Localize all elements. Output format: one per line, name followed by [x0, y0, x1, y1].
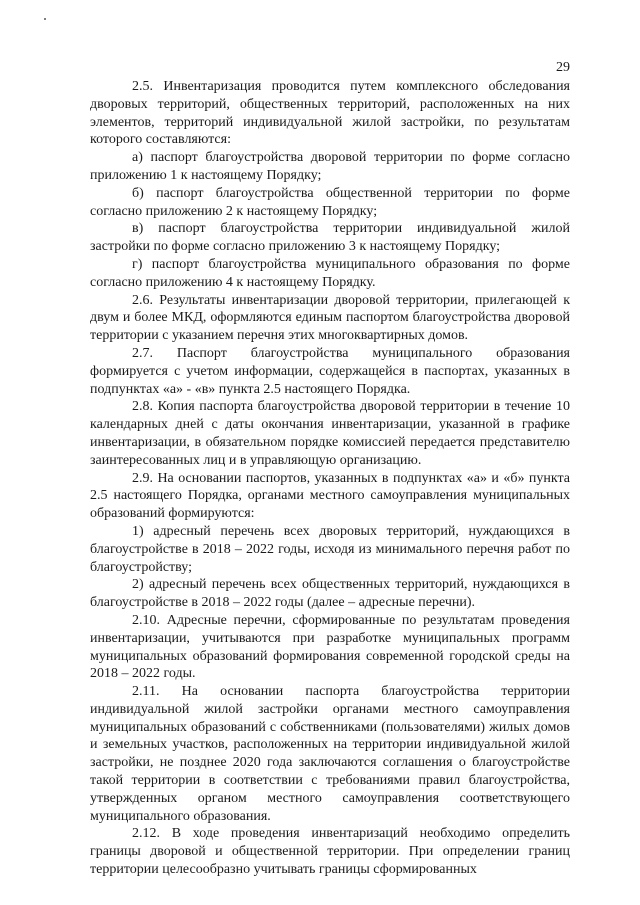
- paragraph-2-9: 2.9. На основании паспортов, указанных в подпунктах «а» и «б» пункта 2.5 настоящего Порядка, органами местного самоуправления муниципальных образований формируются:: [90, 470, 570, 522]
- scan-speck: [44, 18, 46, 20]
- paragraph-2-5: 2.5. Инвентаризация проводится путем комплексного обследования дворовых территорий, общественных территорий, расположенных на них элементов, территорий индивидуальной жилой застройки, по результатам которого составляются:: [90, 79, 570, 148]
- subitem-2: 2) адресный перечень всех общественных территорий, нуждающихся в благоустройстве в 2018 – 2022 годы (далее – адресные перечни).: [90, 577, 570, 611]
- paragraph-2-10: 2.10. Адресные перечни, сформированные по результатам проведения инвентаризации, учитываются при разработке муниципальных программ муниципальных образований формирования современной городской среды на 2018 – 2022 годы.: [90, 612, 570, 682]
- page-number: 29: [556, 60, 570, 75]
- paragraph-2-11: 2.11. На основании паспорта благоустройства территории индивидуальной жилой застройки органами местного самоуправления муниципальных образований с собственниками (пользователями) жилых домов и земельных участков, расположенных на территории индивидуальной жилой застройки, не позднее 2020 года заключаются соглашения о благоустройстве такой территории в соответствии с требованиями правил благоустройства, утвержденных органом местного самоуправления соответствующего муниципального образования.: [90, 684, 570, 824]
- subitem-v: в) паспорт благоустройства территории индивидуальной жилой застройки по форме согласно приложению 3 к настоящему Порядку;: [90, 221, 570, 255]
- subitem-g: г) паспорт благоустройства муниципального образования по форме согласно приложению 4 к настоящему Порядку.: [90, 256, 570, 290]
- subitem-a: а) паспорт благоустройства дворовой территории по форме согласно приложению 1 к настоящему Порядку;: [90, 150, 570, 183]
- paragraph-2-12: 2.12. В ходе проведения инвентаризаций необходимо определить границы дворовой и общественной территории. При определении границ территории целесообразно учитывать границы сформированных: [90, 826, 570, 878]
- subitem-1: 1) адресный перечень всех дворовых территорий, нуждающихся в благоустройстве в 2018 – 2022 годы, исходя из минимального перечня работ по благоустройству;: [90, 523, 570, 575]
- paragraph-2-6: 2.6. Результаты инвентаризации дворовой территории, прилегающей к двум и более МКД, оформляются единым паспортом благоустройства дворовой территории с указанием перечня этих многоквартирных домов.: [90, 292, 570, 344]
- subitem-b: б) паспорт благоустройства общественной территории по форме согласно приложению 2 к настоящему Порядку;: [90, 185, 570, 219]
- paragraph-2-7: 2.7. Паспорт благоустройства муниципального образования формируется с учетом информации, содержащейся в паспортах, указанных в подпунктах «а» - «в» пункта 2.5 настоящего Порядка.: [90, 345, 570, 397]
- document-body: [90, 78, 570, 879]
- paragraph-2-8: 2.8. Копия паспорта благоустройства дворовой территории в течение 10 календарных дней с даты окончания инвентаризации, указанной в графике инвентаризации, в обязательном порядке комиссией передается представителю заинтересованных лиц и в управляющую организацию.: [90, 399, 570, 468]
